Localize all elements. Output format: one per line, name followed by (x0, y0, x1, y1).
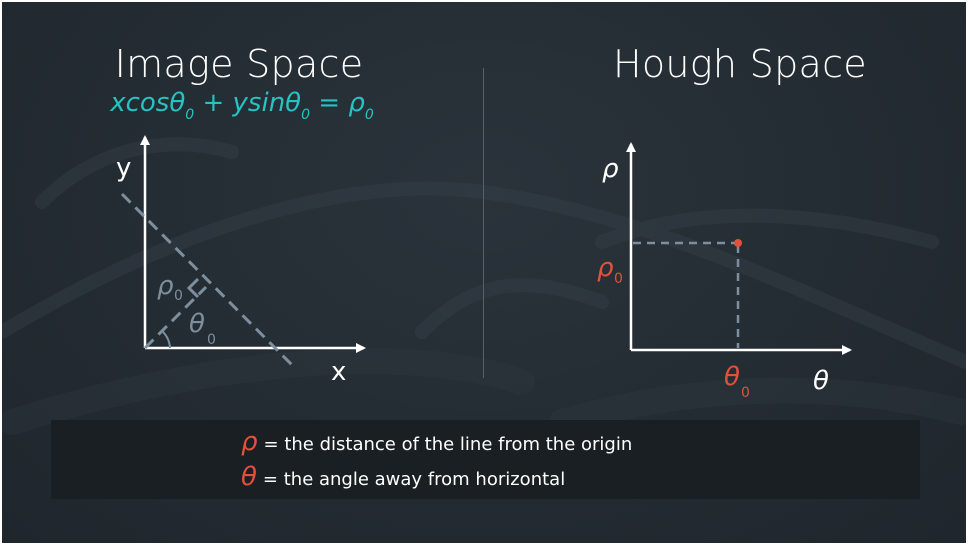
legend-theta-symbol: θ (241, 462, 257, 492)
image-y-label: y (116, 153, 132, 183)
image-space-diagram (116, 137, 364, 387)
equation-theta-1: θ (169, 88, 186, 118)
image-rho-sub: 0 (174, 288, 183, 304)
hough-rho0-sub: 0 (614, 271, 623, 287)
hough-space-title: Hough Space (613, 42, 867, 86)
image-x-label: x (331, 357, 347, 387)
equation-theta-2: θ (285, 88, 302, 118)
equation-sub-1: 0 (185, 107, 195, 123)
legend-row-rho (241, 427, 632, 457)
hough-rho0-label: ρ (597, 253, 614, 283)
legend-rho-symbol: ρ (241, 427, 258, 457)
equation-plus: + (194, 88, 233, 118)
image-rho-label: ρ (157, 271, 174, 301)
image-theta-sub: 0 (207, 332, 216, 348)
hough-theta0-sub: 0 (741, 385, 750, 401)
equation-sub-2: 0 (301, 107, 311, 123)
legend-rho-text: = the distance of the line from the origin (263, 434, 633, 455)
legend-theta-text: = the angle away from horizontal (262, 469, 566, 490)
hough-space-diagram (597, 144, 850, 401)
image-space-title: Image Space (114, 42, 364, 86)
image-theta-label: θ (189, 309, 205, 339)
hough-point (734, 239, 742, 247)
hough-rho-axis-label: ρ (602, 154, 619, 184)
hough-theta0-label: θ (724, 362, 740, 392)
equation-xcos: xcos (110, 88, 170, 118)
equation-rho: ρ (348, 88, 365, 118)
theta-arc (162, 331, 170, 348)
equation-equals: = (310, 88, 349, 118)
slide (2, 2, 966, 543)
equation-sub-3: 0 (364, 107, 374, 123)
right-angle-marker (189, 279, 198, 297)
equation-ysin: ysin (232, 88, 286, 118)
legend-box (51, 420, 920, 499)
legend-row-theta (241, 462, 565, 492)
hough-theta-axis-label: θ (813, 366, 829, 396)
